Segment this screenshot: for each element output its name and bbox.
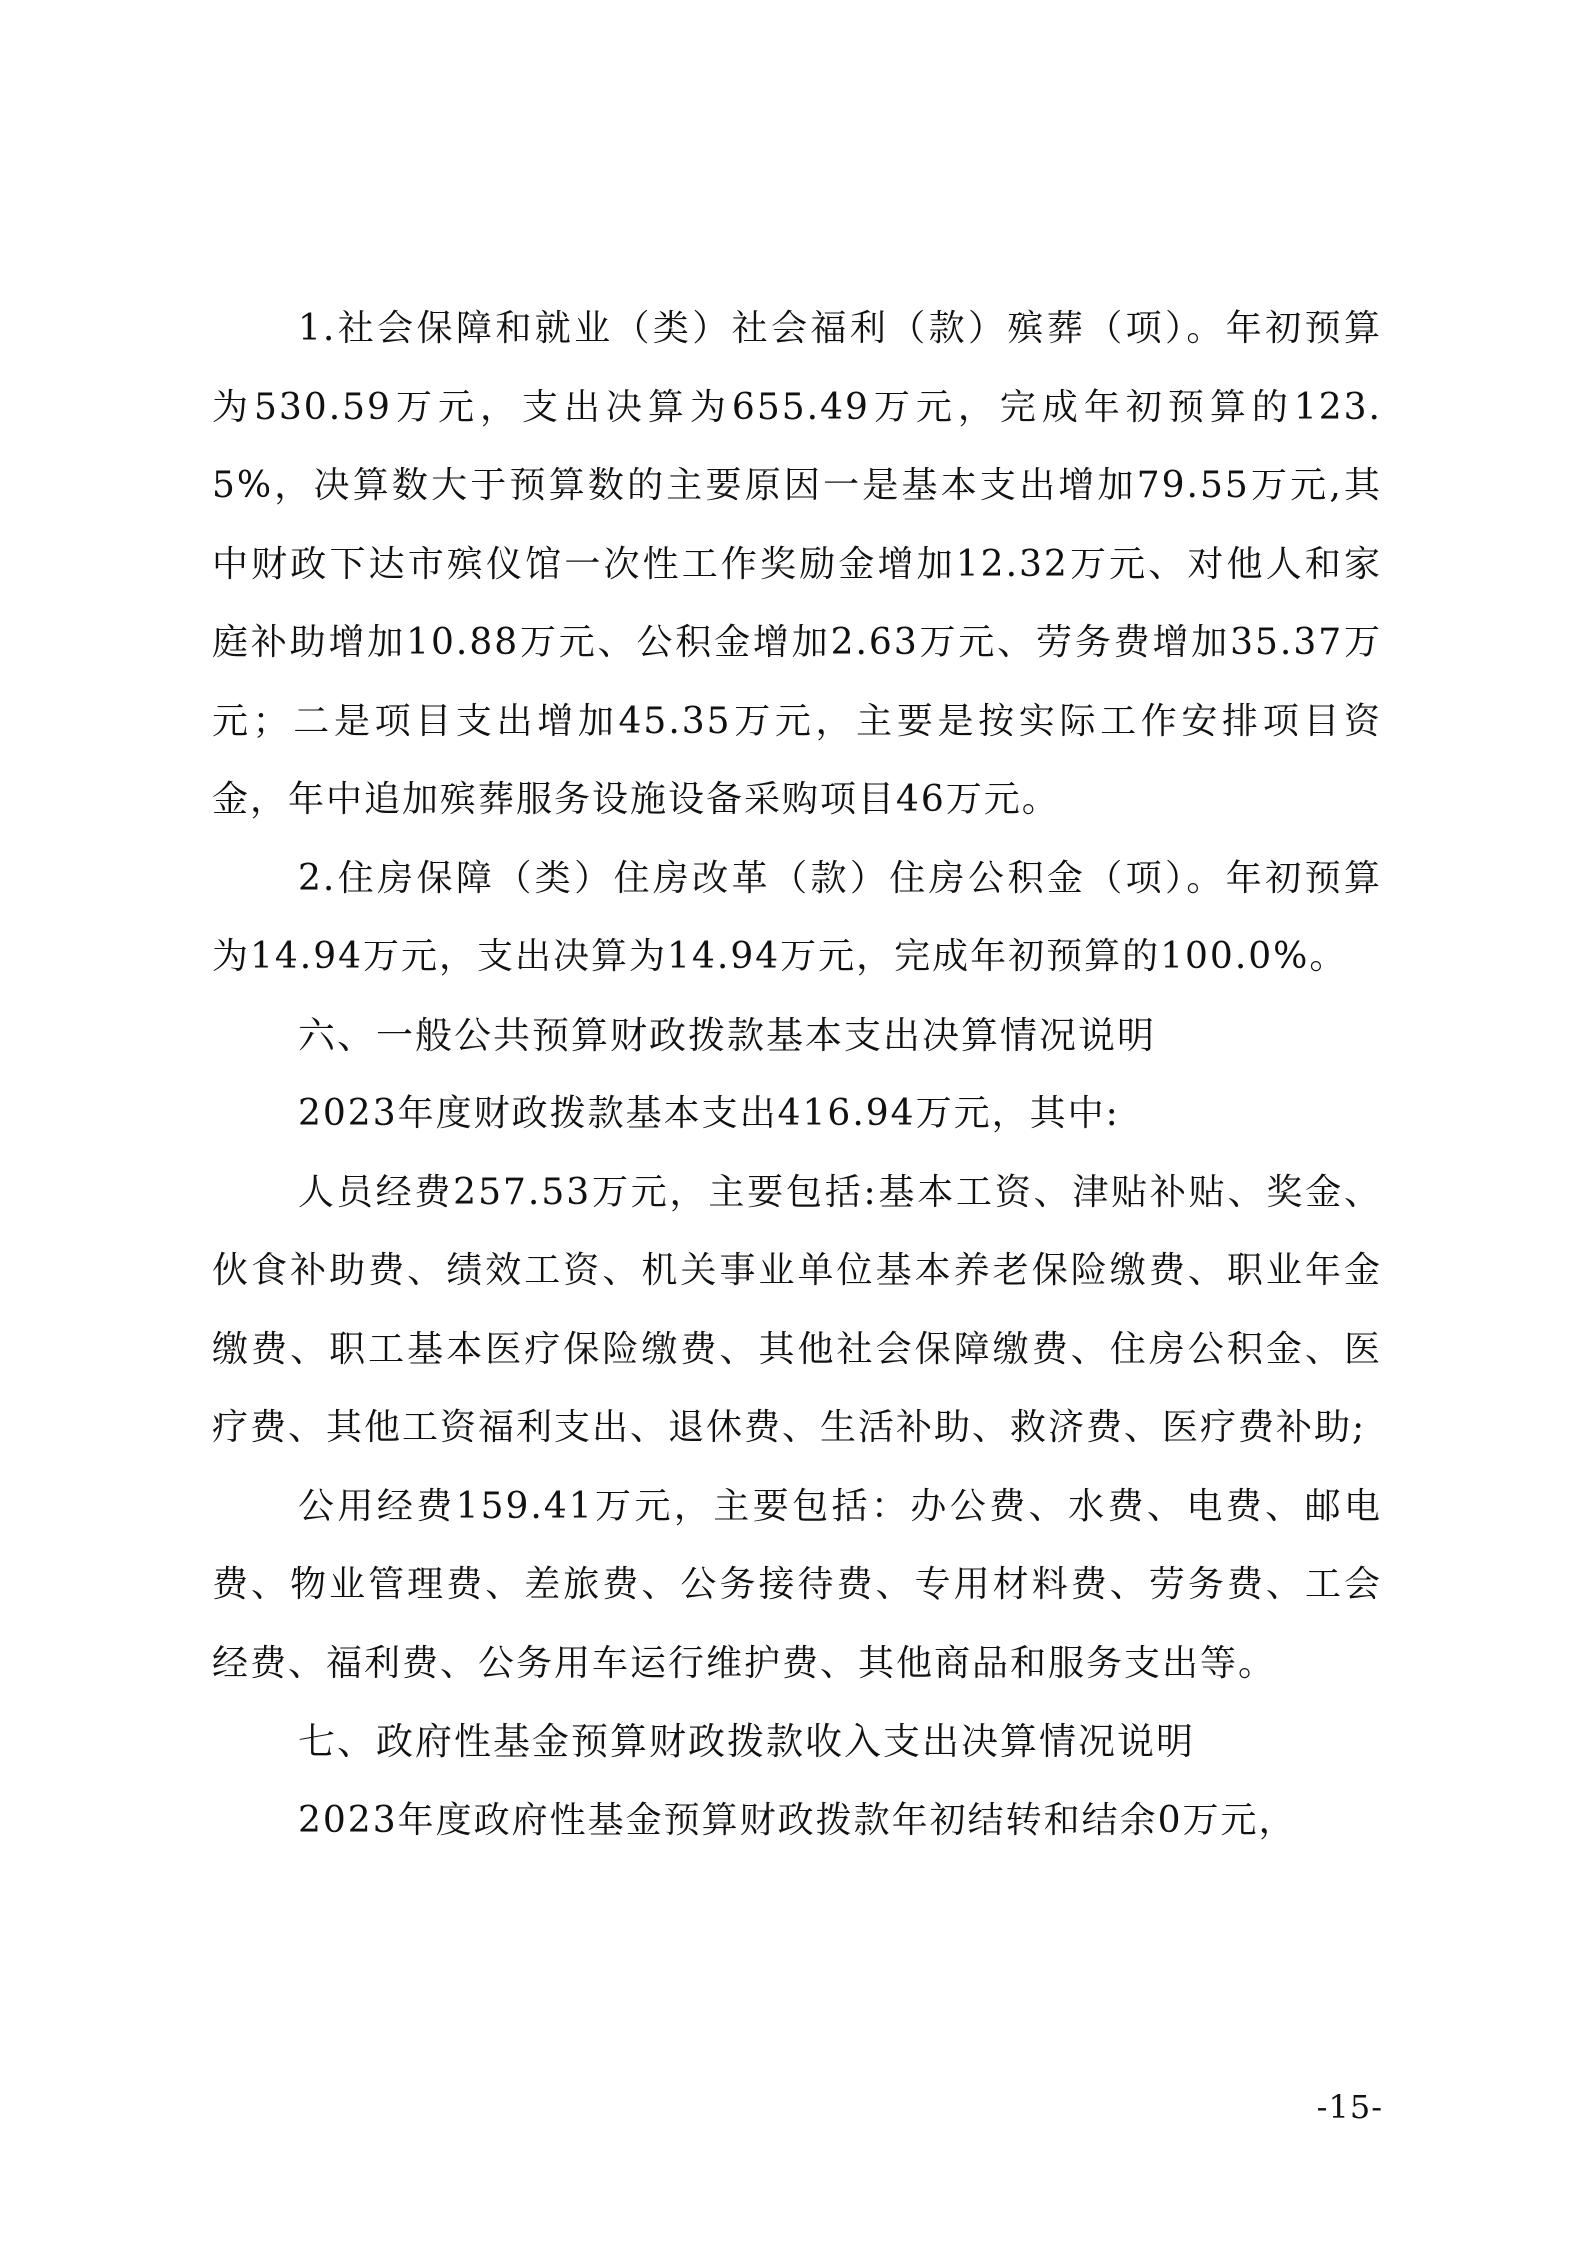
paragraph-personnel-expenses: 人员经费257.53万元，主要包括:基本工资、津贴补贴、奖金、伙食补助费、绩效工资、机关事业单位基本养老保险缴费、职业年金缴费、职工基本医疗保险缴费、其他社会保障缴费、住房公积金、医疗费、其他工资福利支出、退休费、生活补助、救济费、医疗费补助;	[212, 1171, 1382, 1448]
page-number: -15-	[1316, 2088, 1383, 2126]
paragraph-government-fund-carryover: 2023年度政府性基金预算财政拨款年初结转和结余0万元，	[298, 1799, 1297, 1841]
paragraph-social-security-funeral: 1.社会保障和就业（类）社会福利（款）殡葬（项）。年初预算为530.59万元，支出决算为655.49万元，完成年初预算的123.5%，决算数大于预算数的主要原因一是基本支出增加79.55万元,其中财政下达市殡仪馆一次性工作奖励金增加12.32万元、对他人和家庭补助增加10.88万元、公积金增加2.63万元、劳务费增加35.37万元；二是项目支出增加45.35万元，主要是按实际工作安排项目资金，年中追加殡葬服务设施设备采购项目46万元。	[212, 308, 1382, 820]
section-heading-government-fund: 七、政府性基金预算财政拨款收入支出决算情况说明	[298, 1720, 1195, 1763]
paragraph-public-expenses: 公用经费159.41万元，主要包括：办公费、水费、电费、邮电费、物业管理费、差旅费、公务接待费、专用材料费、劳务费、工会经费、福利费、公务用车运行维护费、其他商品和服务支出等。	[212, 1485, 1382, 1684]
paragraph-housing-provident-fund: 2.住房保障（类）住房改革（款）住房公积金（项）。年初预算为14.94万元，支出决算为14.94万元，完成年初预算的100.0%。	[212, 857, 1382, 977]
document-body	[212, 290, 1382, 1860]
section-heading-basic-expenditure: 六、一般公共预算财政拨款基本支出决算情况说明	[298, 1013, 1156, 1057]
paragraph-basic-expenditure-total: 2023年度财政拨款基本支出416.94万元，其中:	[298, 1093, 1120, 1134]
